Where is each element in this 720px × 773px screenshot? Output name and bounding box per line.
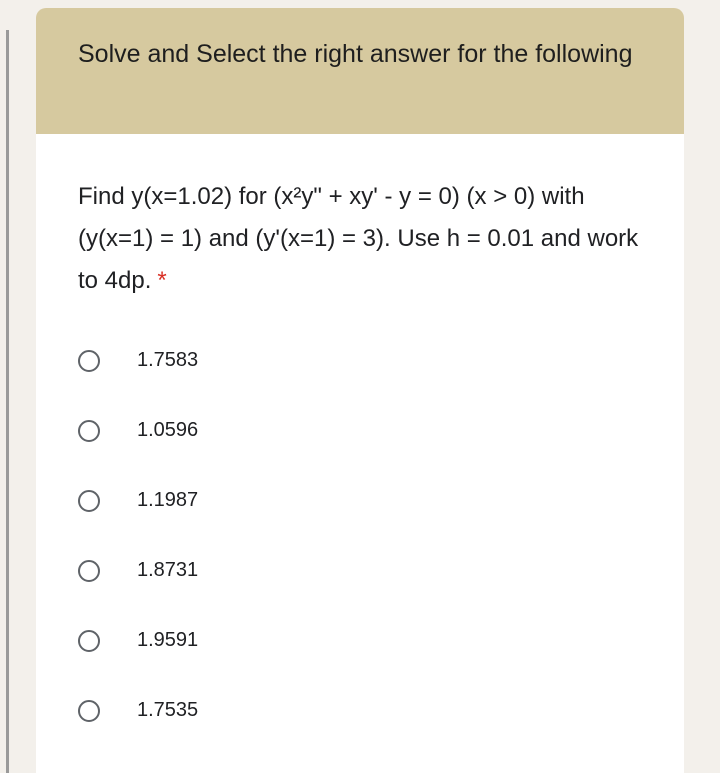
radio-button-icon[interactable] bbox=[78, 350, 100, 372]
left-border-rule bbox=[6, 30, 9, 773]
answer-option[interactable] bbox=[78, 622, 578, 692]
section-header bbox=[36, 8, 684, 134]
section-title: Solve and Select the right answer for the following bbox=[78, 40, 633, 68]
answer-option[interactable] bbox=[78, 482, 578, 552]
answer-option-label: 1.7583 bbox=[137, 349, 199, 371]
answer-option[interactable] bbox=[78, 342, 578, 412]
radio-button-icon[interactable] bbox=[78, 630, 100, 652]
answer-option-label: 1.9591 bbox=[137, 629, 199, 651]
answer-option-label: 1.7535 bbox=[137, 699, 199, 721]
question-text-block bbox=[78, 176, 658, 302]
question-card bbox=[36, 134, 684, 773]
answer-option[interactable] bbox=[78, 412, 578, 482]
question-text: Find y(x=1.02) for (x²y" + xy' - y = 0) (x > 0) with (y(x=1) = 1) and (y'(x=1) = 3). Use h = 0.01 and work to 4dp. bbox=[78, 183, 639, 294]
required-asterisk: * bbox=[157, 267, 167, 294]
answer-option-label: 1.0596 bbox=[137, 419, 199, 441]
radio-button-icon[interactable] bbox=[78, 490, 100, 512]
answer-options bbox=[78, 342, 578, 762]
radio-button-icon[interactable] bbox=[78, 560, 100, 582]
answer-option-label: 1.8731 bbox=[137, 559, 199, 581]
radio-button-icon[interactable] bbox=[78, 700, 100, 722]
answer-option[interactable] bbox=[78, 692, 578, 762]
answer-option[interactable] bbox=[78, 552, 578, 622]
radio-button-icon[interactable] bbox=[78, 420, 100, 442]
answer-option-label: 1.1987 bbox=[137, 489, 199, 511]
